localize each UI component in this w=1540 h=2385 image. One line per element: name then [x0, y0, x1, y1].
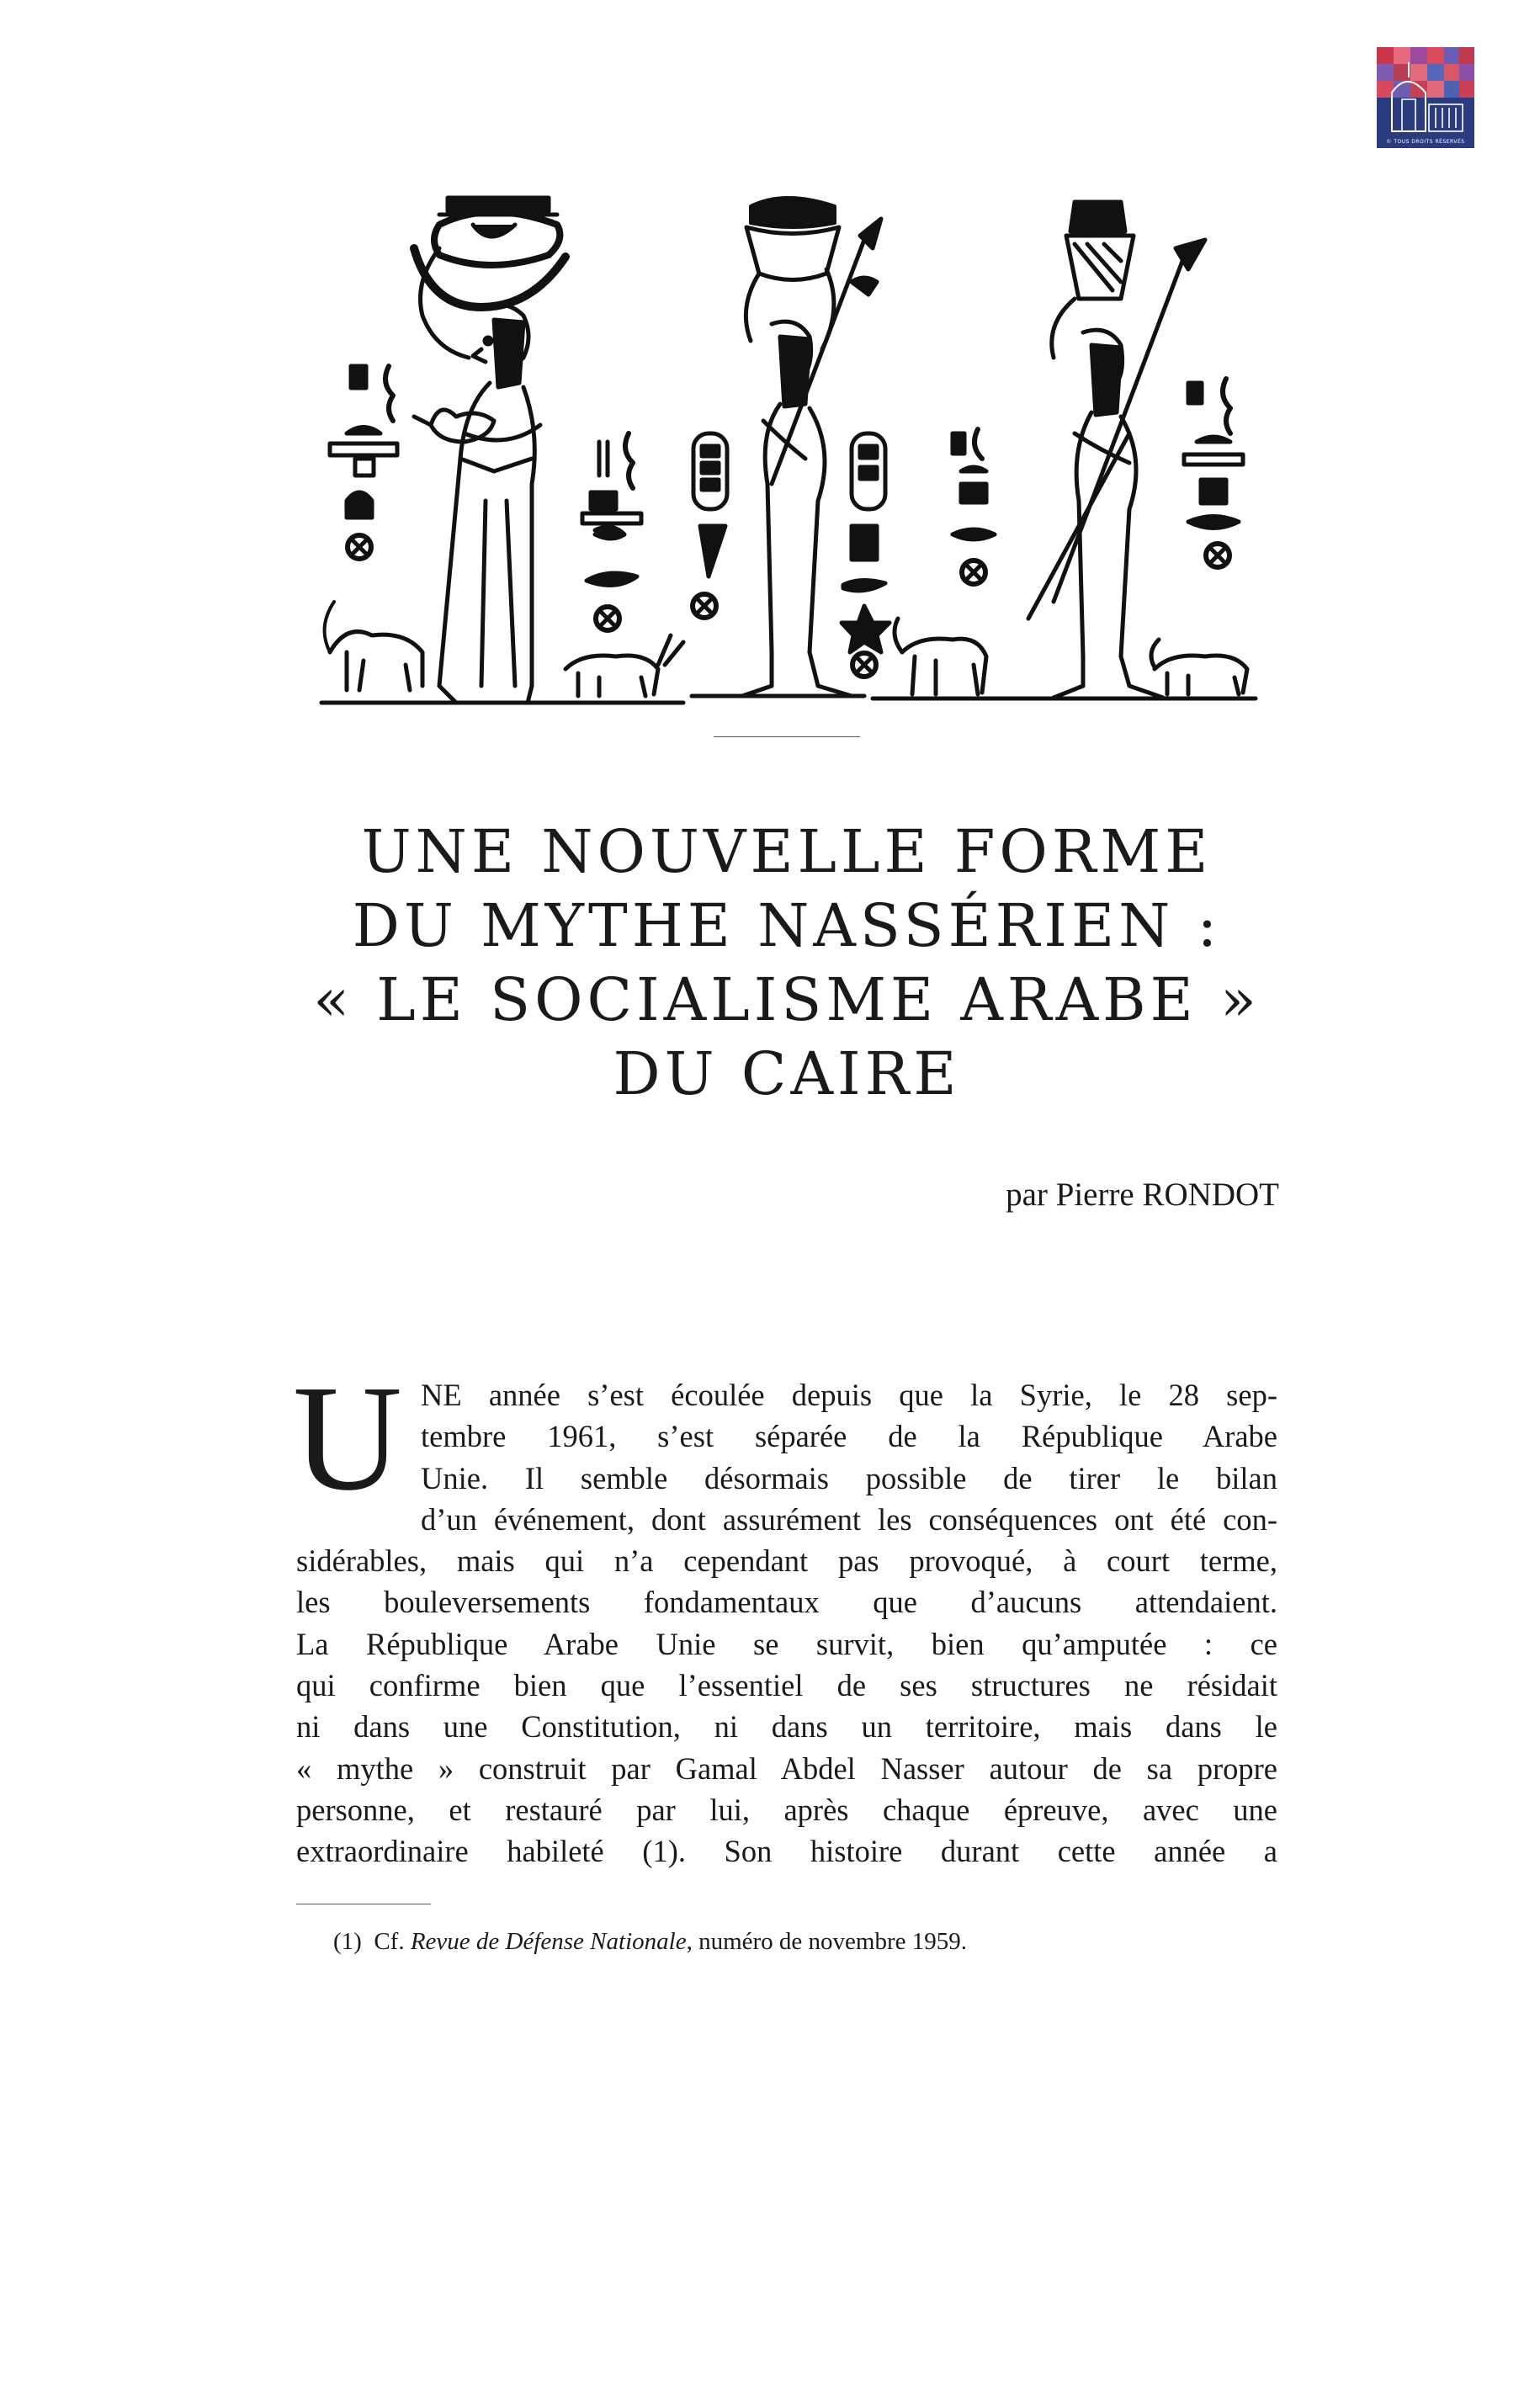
title-line: DU CAIRE — [613, 1039, 961, 1108]
body-line: extraordinaire habileté (1). Son histoire durant cette année a — [296, 1834, 1277, 1869]
body-line: La République Arabe Unie se survit, bien qu’amputée : ce — [296, 1626, 1277, 1661]
body-line: tembre 1961, s’est séparée de la République Arabe — [421, 1419, 1277, 1454]
body-line: les bouleversements fondamentaux que d’aucuns attendaient. — [296, 1585, 1277, 1620]
footnote — [333, 1925, 1259, 1958]
figure-right — [895, 202, 1247, 698]
footnote-prefix: Cf. — [374, 1928, 405, 1955]
body-line: ni dans une Constitution, ni dans un territoire, mais dans le — [296, 1709, 1277, 1745]
figure-middle — [693, 198, 889, 696]
egyptian-offering-bearers-illustration — [313, 181, 1264, 720]
publisher-logo — [1377, 47, 1474, 148]
title-line: « LE SOCIALISME ARABE » — [313, 965, 1261, 1034]
title-line: DU MYTHE NASSÉRIEN : — [352, 891, 1222, 960]
body-line: d’un événement, dont assurément les conséquences ont été con- — [421, 1501, 1277, 1537]
body-line: personne, et restauré par lui, après chaque épreuve, avec une — [296, 1792, 1277, 1827]
title-rule — [714, 736, 860, 737]
title-line: UNE NOUVELLE FORME — [361, 817, 1213, 886]
body-line: Unie. Il semble désormais possible de tirer le bilan — [421, 1460, 1277, 1495]
logo-caption: © TOUS DROITS RÉSERVÉS — [1377, 136, 1474, 148]
footnote-marker: (1) — [333, 1928, 362, 1955]
body-line: NE année s’est écoulée depuis que la Syrie, le 28 sep- — [421, 1378, 1277, 1412]
logo-image — [1377, 47, 1474, 136]
footnote-suffix: , numéro de novembre 1959. — [686, 1928, 967, 1955]
drop-cap: U — [293, 1354, 402, 1522]
footnote-source: Revue de Défense Nationale — [410, 1928, 687, 1955]
body-line: sidérables, mais qui n’a cependant pas provoqué, à court terme, — [296, 1543, 1277, 1579]
body-line: qui confirme bien que l’essentiel de ses structures ne résidait — [296, 1668, 1277, 1703]
author-byline: par Pierre RONDOT — [1006, 1177, 1279, 1213]
article-title — [252, 815, 1321, 1111]
article-body — [293, 1354, 1277, 1872]
body-line: « mythe » construit par Gamal Abdel Nasser autour de sa propre — [296, 1750, 1277, 1786]
figure-left — [325, 198, 683, 703]
